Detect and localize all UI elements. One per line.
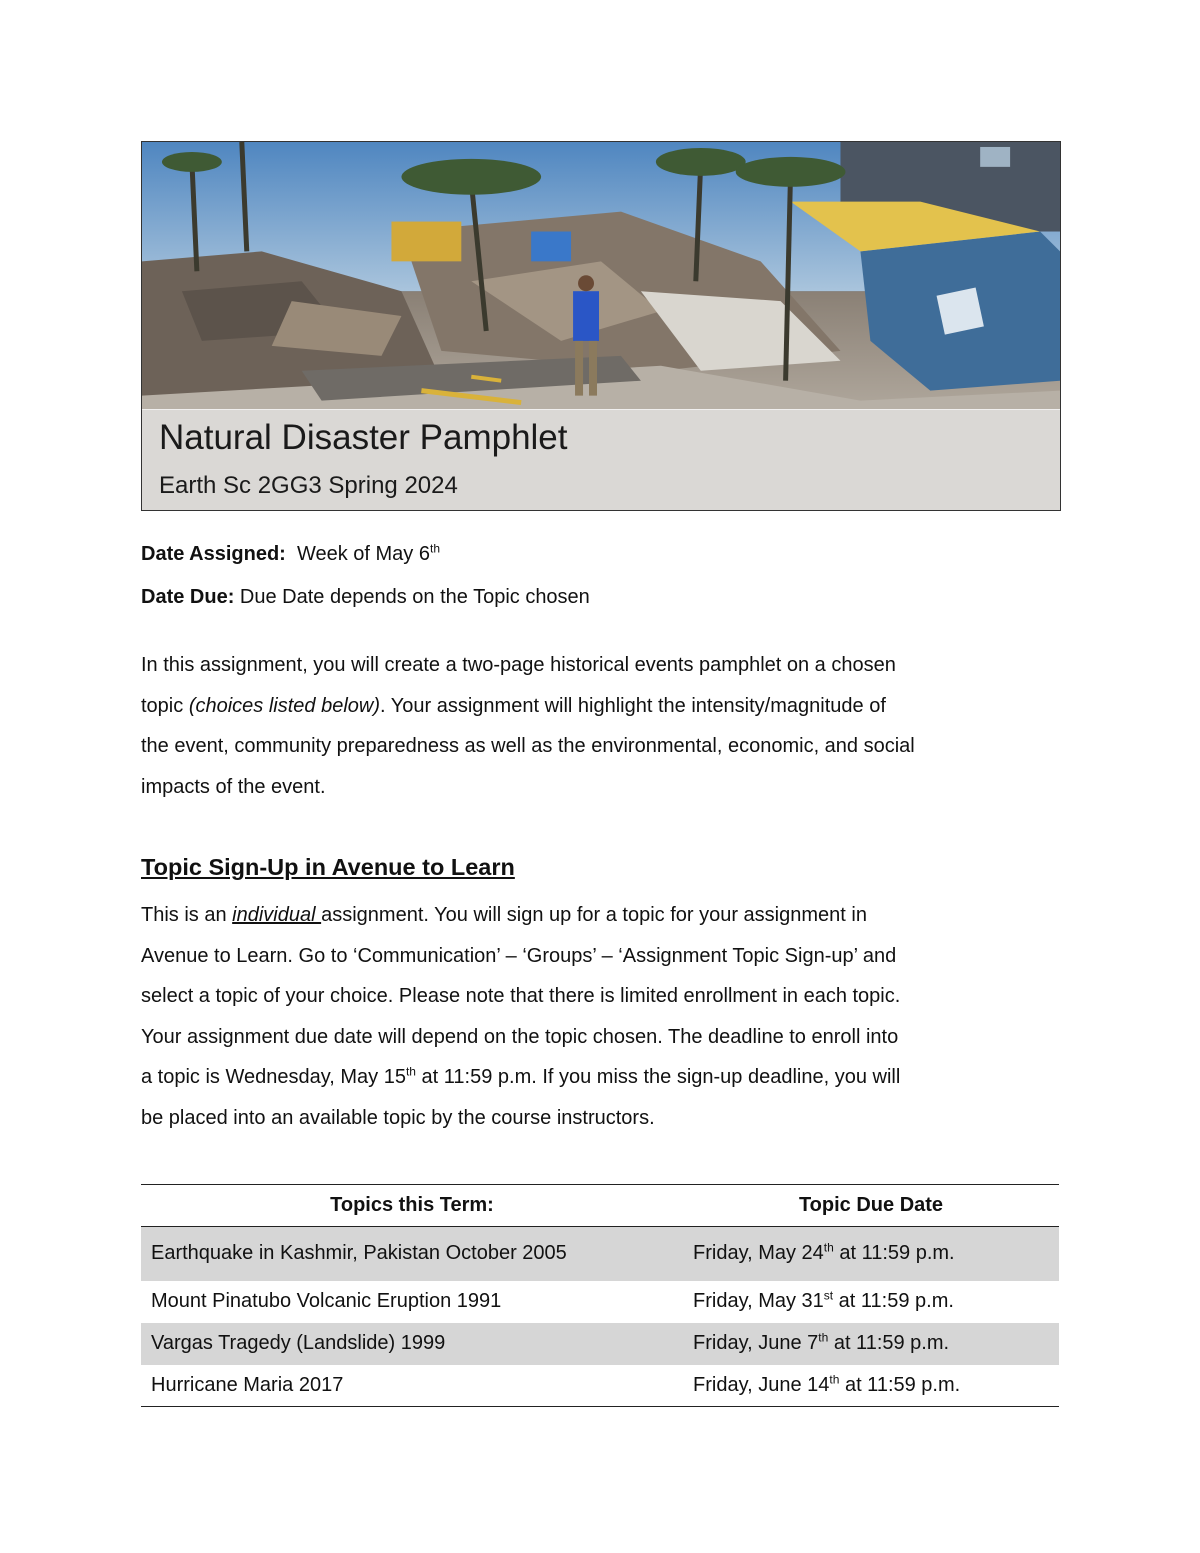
table-header-row bbox=[141, 1185, 1059, 1227]
due-cell bbox=[683, 1323, 1059, 1365]
date-due-label: Date Due: bbox=[141, 586, 235, 608]
topics-table bbox=[141, 1184, 1059, 1407]
date-assigned-sup: th bbox=[430, 541, 441, 556]
signup-line: Avenue to Learn. Go to ‘Communication’ – ‘Groups’ – ‘Assignment Topic Sign-up’ and bbox=[141, 944, 897, 967]
due-text: at 11:59 p.m. bbox=[828, 1332, 950, 1354]
intro-emphasis: (choices listed below) bbox=[188, 694, 381, 717]
signup-line bbox=[141, 1057, 1061, 1098]
signup-heading: Topic Sign-Up in Avenue to Learn bbox=[141, 854, 515, 880]
table-row bbox=[141, 1365, 1059, 1407]
due-sup: th bbox=[818, 1330, 829, 1345]
intro-line: impacts of the event. bbox=[141, 775, 326, 798]
intro-paragraph bbox=[141, 645, 1061, 807]
intro-line: In this assignment, you will create a two-page historical events pamphlet on a chosen bbox=[141, 654, 896, 676]
topic-cell: Mount Pinatubo Volcanic Eruption 1991 bbox=[151, 1290, 502, 1312]
signup-text: a topic is Wednesday, May 15 bbox=[141, 1066, 406, 1089]
due-text: Friday, June 7 bbox=[693, 1332, 819, 1354]
signup-line: select a topic of your choice. Please note that there is limited enrollment in each topic. bbox=[141, 985, 901, 1008]
date-due bbox=[141, 586, 590, 609]
header-due-date: Topic Due Date bbox=[683, 1185, 1059, 1227]
table-row bbox=[141, 1323, 1059, 1365]
intro-text: topic bbox=[141, 694, 189, 717]
due-sup: th bbox=[823, 1240, 834, 1255]
signup-text: assignment. You will sign up for a topic for your assignment in bbox=[321, 904, 867, 926]
table-row bbox=[141, 1281, 1059, 1323]
course-subtitle: Earth Sc 2GG3 Spring 2024 bbox=[159, 472, 458, 499]
date-assigned-value: Week of May 6 bbox=[296, 543, 430, 565]
signup-emphasis: individual bbox=[232, 904, 322, 926]
date-due-value: Due Date depends on the Topic chosen bbox=[239, 586, 590, 608]
due-cell bbox=[683, 1281, 1059, 1323]
topic-cell: Vargas Tragedy (Landslide) 1999 bbox=[141, 1323, 683, 1365]
due-cell bbox=[683, 1227, 1059, 1281]
due-cell bbox=[683, 1365, 1059, 1407]
header-topic: Topics this Term: bbox=[141, 1185, 683, 1227]
signup-paragraph bbox=[141, 895, 1061, 1139]
signup-sup: th bbox=[405, 1064, 416, 1079]
due-sup: st bbox=[823, 1288, 834, 1303]
due-text: Friday, May 31 bbox=[693, 1290, 824, 1312]
header-banner bbox=[141, 141, 1061, 511]
page-title: Natural Disaster Pamphlet bbox=[159, 418, 568, 457]
due-text: at 11:59 p.m. bbox=[839, 1373, 961, 1396]
due-text: at 11:59 p.m. bbox=[833, 1242, 955, 1265]
table-row bbox=[141, 1227, 1059, 1281]
topic-cell: Hurricane Maria 2017 bbox=[151, 1373, 344, 1396]
due-text: at 11:59 p.m. bbox=[833, 1290, 954, 1312]
intro-line: the event, community preparedness as well as the environmental, economic, and social bbox=[141, 735, 915, 758]
due-text: Friday, June 14 bbox=[693, 1373, 830, 1396]
date-assigned bbox=[141, 543, 440, 566]
date-assigned-label: Date Assigned: bbox=[141, 543, 286, 565]
due-sup: th bbox=[829, 1372, 840, 1387]
intro-line bbox=[141, 686, 1061, 727]
signup-text: at 11:59 p.m. If you miss the sign-up deadline, you will bbox=[415, 1066, 901, 1089]
topic-cell: Earthquake in Kashmir, Pakistan October 2005 bbox=[141, 1227, 683, 1281]
banner-caption bbox=[142, 409, 1060, 510]
signup-line bbox=[141, 895, 1061, 936]
signup-line: Your assignment due date will depend on the topic chosen. The deadline to enroll into bbox=[141, 1025, 899, 1048]
signup-line: be placed into an available topic by the course instructors. bbox=[141, 1106, 655, 1129]
intro-text: . Your assignment will highlight the intensity/magnitude of bbox=[380, 694, 886, 717]
due-text: Friday, May 24 bbox=[693, 1242, 824, 1265]
signup-text: This is an bbox=[141, 904, 233, 926]
